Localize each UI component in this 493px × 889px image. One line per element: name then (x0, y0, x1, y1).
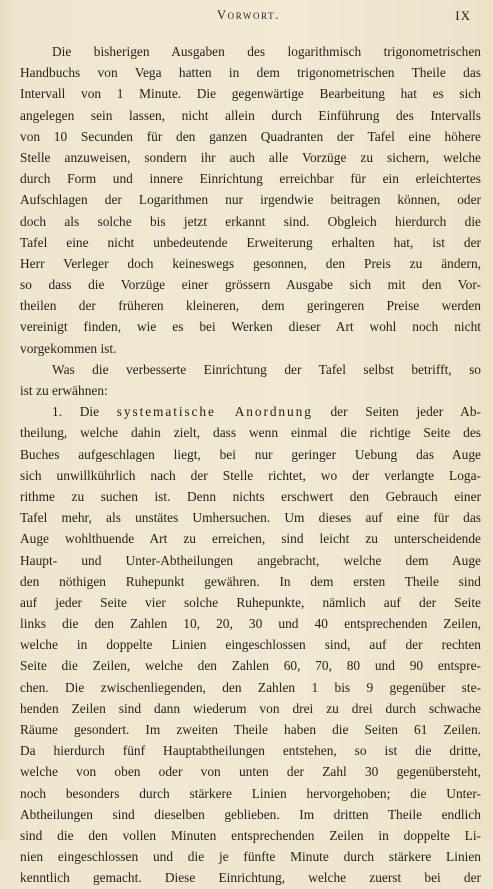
text-line: durch Form und innere Einrichtung erreichbar für ein erleichtertes (20, 171, 481, 187)
text-line: noch besonders durch stärkere Linien hervorgehoben; die Unter- (20, 785, 481, 801)
text-line: theilung, welche dahin zielt, dass wenn einmal die richtige Seite des (20, 425, 481, 441)
text-line: Handbuchs von Vega hatten in dem trigonometrischen Theile das (20, 65, 481, 81)
text-line: Haupt- und Unter-Abtheilungen angebracht, welche dem Auge (20, 552, 481, 568)
text-line: rithme zu suchen ist. Denn nichts erschwert den Gebrauch einer (20, 488, 481, 504)
text-line: Aufschlagen der Logarithmen nur irgendwie beitragen können, oder (20, 192, 481, 208)
item-number: 1. Die (52, 404, 117, 420)
text-line: welche in doppelte Linien eingeschlossen sind, auf der rechten (20, 637, 481, 653)
text-line: Stelle anzuweisen, sondern ihr auch alle Vorzüge zu sichern, welche (20, 149, 481, 165)
page-number: IX (455, 8, 471, 23)
text-line: chen. Die zwischenliegenden, den Zahlen 1 bis 9 gegenüber ste- (20, 679, 481, 695)
text-line: sich unwillkührlich nach der Stelle richtet, wo der verlangte Loga- (20, 467, 481, 483)
text-line: Räume gesondert. Im zweiten Theile haben die Seiten 61 Zeilen. (20, 722, 481, 737)
text-line: den nöthigen Ruhepunkt gewähren. In dem ersten Theile sind (20, 573, 481, 589)
item-text: der Seiten jeder Ab- (312, 404, 481, 420)
text-line: Die bisherigen Ausgaben des logarithmisch trigonometrischen (52, 44, 481, 59)
text-line: welche von oben oder von unten der Zahl 30 gegenübersteht, (20, 764, 481, 780)
text-line: Tafel mehr, als unstätes Umhersuchen. Um dieses auf eine für das (20, 510, 481, 526)
text-line: Herr Verleger doch keineswegs gesonnen, den Preis zu ändern, (20, 255, 481, 271)
text-line: Da hierdurch fünf Hauptabtheilungen entstehen, so ist die dritte, (20, 743, 481, 759)
text-line: angelegen sein lassen, nicht allein durch Einführung des Intervalls (20, 107, 481, 123)
text-line: ist zu erwähnen: (20, 383, 108, 398)
numbered-item-line (20, 401, 481, 422)
text-line: henden Zeilen sind dann wiederum von drei zu drei durch schwache (20, 700, 481, 716)
running-title: Vorwort. (217, 8, 280, 22)
text-line: theilen der früheren kleineren, dem geringeren Preise werden (20, 298, 481, 314)
emphasized-phrase: systematische Anordnung (116, 404, 313, 420)
text-line: kenntlich gemacht. Diese Einrichtung, welche zuerst bei der (20, 870, 481, 886)
text-line: Intervall von 1 Minute. Die gegenwärtige Bearbeitung hat es sich (20, 86, 481, 102)
preface-text (20, 41, 481, 889)
text-line: Seite die Zeilen, welche den Zahlen 60, 70, 80 und 90 entspre- (20, 658, 481, 674)
text-line: doch als solche bis jetzt erkannt sind. Obgleich hierdurch die (20, 213, 481, 229)
text-line: sind die den vollen Minuten entsprechenden Zeilen in doppelte Li- (20, 827, 481, 843)
text-line: nien eingeschlossen und die je fünfte Minute durch stärkere Linien (20, 849, 481, 865)
text-line: Tafel eine nicht unbedeutende Erweiterung erhalten hat, ist der (20, 234, 481, 250)
text-line: Auge wohlthuende Art zu erreichen, sind leicht zu unterscheidende (20, 531, 481, 547)
text-line: von 10 Secunden für den ganzen Quadranten der Tafel eine höhere (20, 128, 481, 144)
text-line: Abtheilungen sind dieselben geblieben. Im dritten Theile endlich (20, 806, 481, 822)
text-line: links die den Zahlen 10, 20, 30 und 40 entsprechenden Zeilen, (20, 616, 481, 632)
text-line: vereinigt finden, wie es bei Werken dieser Art wohl noch nicht (20, 319, 481, 335)
running-head (20, 8, 477, 28)
text-line: Buches aufgeschlagen liegt, bei nur geringer Uebung das Auge (20, 446, 481, 462)
text-line: vorgekommen ist. (20, 340, 117, 356)
text-line: auf jeder Seite vier solche Ruhepunkte, nämlich auf der Seite (20, 594, 481, 610)
text-line: Was die verbesserte Einrichtung der Tafel selbst betrifft, so (52, 361, 481, 377)
text-line: so dass die Vorzüge einer grössern Ausgabe sich mit den Vor- (20, 277, 481, 293)
